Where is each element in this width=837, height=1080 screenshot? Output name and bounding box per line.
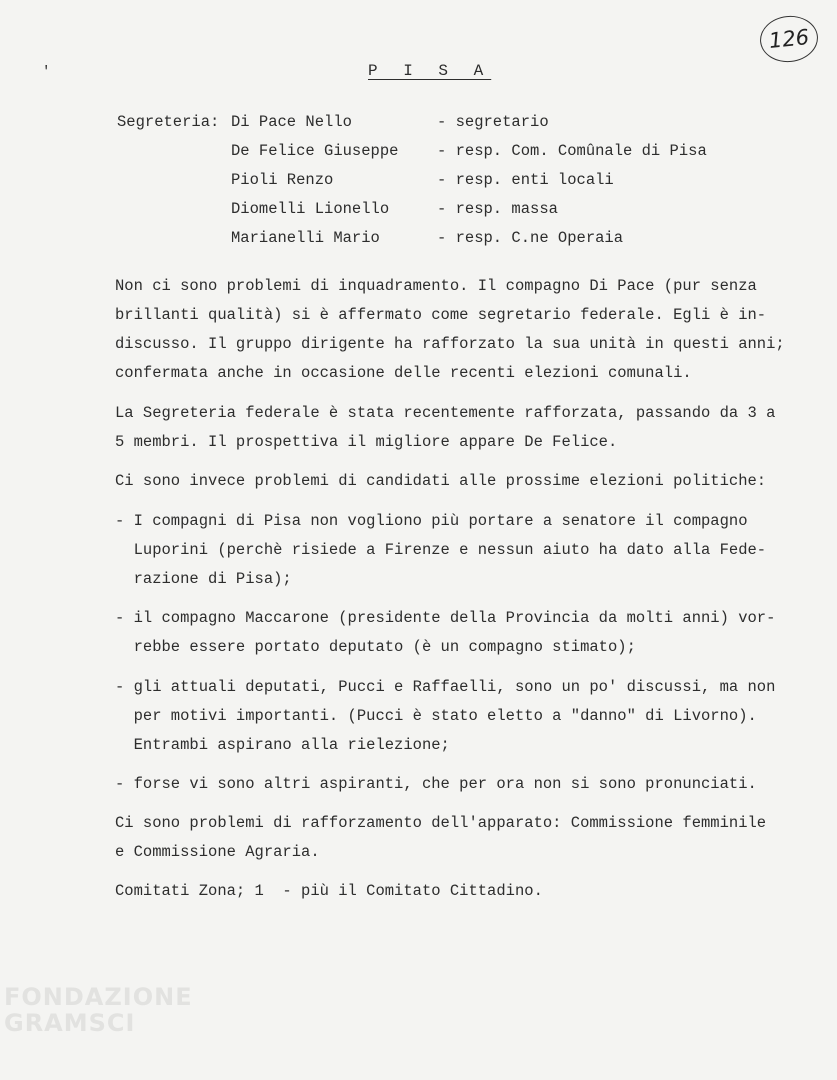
list-item-line: - forse vi sono altri aspiranti, che per ora non si sono pronunciati. xyxy=(115,775,757,793)
body-line: Comitati Zona; 1 - più il Comitato Cittadino. xyxy=(115,882,543,900)
member-role: - resp. massa xyxy=(437,200,558,218)
member-name: Marianelli Mario xyxy=(231,229,380,247)
body-line: La Segreteria federale è stata recentemente rafforzata, passando da 3 a xyxy=(115,404,776,422)
member-name: De Felice Giuseppe xyxy=(231,142,399,160)
body-line: e Commissione Agraria. xyxy=(115,843,320,861)
list-item-line: - il compagno Maccarone (presidente della Provincia da molti anni) vor- xyxy=(115,609,776,627)
list-item-line: Luporini (perchè risiede a Firenze e nessun aiuto ha dato alla Fede- xyxy=(115,541,767,559)
member-name: Diomelli Lionello xyxy=(231,200,390,218)
member-role: - resp. C.ne Operaia xyxy=(437,229,624,247)
list-item-line: - gli attuali deputati, Pucci e Raffaelli, sono un po' discussi, ma non xyxy=(115,678,776,696)
list-item-line: - I compagni di Pisa non vogliono più portare a senatore il compagno xyxy=(115,512,748,530)
list-item-line: rebbe essere portato deputato (è un compagno stimato); xyxy=(115,638,636,656)
body-line: Non ci sono problemi di inquadramento. Il compagno Di Pace (pur senza xyxy=(115,277,757,295)
body-line: brillanti qualità) si è affermato come segretario federale. Egli è in- xyxy=(115,306,767,324)
watermark-line: FONDAZIONE xyxy=(4,983,193,1011)
page-number-stamp xyxy=(758,13,820,65)
watermark-line: GRAMSCI xyxy=(4,1009,136,1037)
body-line: discusso. Il gruppo dirigente ha rafforzato la sua unità in questi anni; xyxy=(115,335,785,353)
list-item-line: razione di Pisa); xyxy=(115,570,292,588)
page-number: 126 xyxy=(767,24,811,54)
body-line: Ci sono problemi di rafforzamento dell'apparato: Commissione femminile xyxy=(115,814,767,832)
page-title: P I S A xyxy=(368,62,492,80)
margin-mark: ' xyxy=(42,64,51,80)
member-role: - segretario xyxy=(437,113,549,131)
body-line: Ci sono invece problemi di candidati alle prossime elezioni politiche: xyxy=(115,472,767,490)
member-name: Pioli Renzo xyxy=(231,171,334,189)
member-role: - resp. Com. Comûnale di Pisa xyxy=(437,142,707,160)
secretariat-label: Segreteria: xyxy=(117,113,220,131)
body-line: confermata anche in occasione delle recenti elezioni comunali. xyxy=(115,364,692,382)
list-item-line: per motivi importanti. (Pucci è stato eletto a "danno" di Livorno). xyxy=(115,707,757,725)
archive-watermark-logo xyxy=(4,984,193,1036)
body-line: 5 membri. Il prospettiva il migliore appare De Felice. xyxy=(115,433,618,451)
list-item-line: Entrambi aspirano alla rielezione; xyxy=(115,736,450,754)
member-name: Di Pace Nello xyxy=(231,113,352,131)
member-role: - resp. enti locali xyxy=(437,171,614,189)
